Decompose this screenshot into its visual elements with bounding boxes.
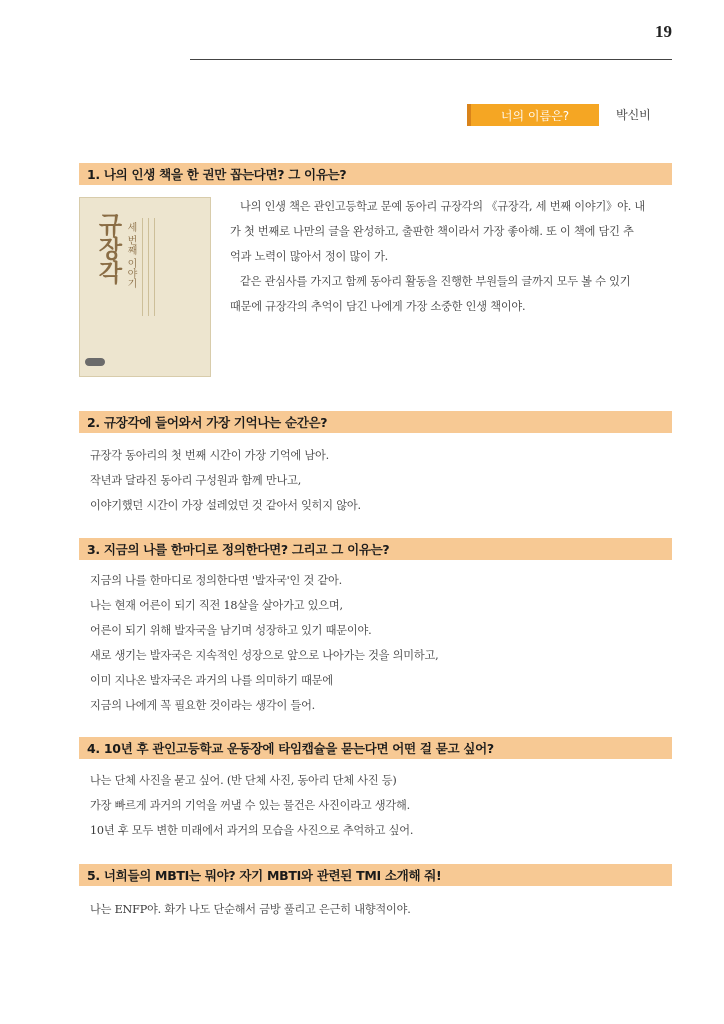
body-line: 억과 노력이 많아서 정이 많이 가. bbox=[230, 250, 389, 263]
book-cover-title: 규장각 bbox=[94, 212, 123, 284]
section-1-body bbox=[230, 194, 680, 319]
section-4-heading: 4. 10년 후 관인고등학교 운동장에 타임캡슐을 묻는다면 어떤 걸 묻고 싶어? bbox=[79, 737, 672, 759]
header-rule bbox=[190, 59, 672, 60]
body-line: 지금의 나에게 꼭 필요한 것이라는 생각이 들어. bbox=[90, 699, 316, 712]
body-line: 나는 ENFP야. 화가 나도 단순해서 금방 풀리고 은근히 내향적이야. bbox=[90, 903, 411, 916]
section-2-body bbox=[90, 443, 670, 518]
section-3-heading: 3. 지금의 나를 한마디로 정의한다면? 그리고 그 이유는? bbox=[79, 538, 672, 560]
section-5-body bbox=[90, 897, 670, 922]
body-line: 때문에 규장각의 추억이 담긴 나에게 가장 소중한 인생 책이야. bbox=[230, 300, 526, 313]
book-cover-line bbox=[148, 218, 149, 316]
page-number: 19 bbox=[655, 22, 672, 41]
body-line: 나는 단체 사진을 묻고 싶어. (반 단체 사진, 동아리 단체 사진 등) bbox=[90, 774, 397, 787]
body-line: 나의 인생 책은 관인고등학교 문예 동아리 규장각의 《규장각, 세 번째 이야기》야. 내 bbox=[240, 200, 646, 213]
author-name: 박신비 bbox=[616, 108, 651, 122]
body-line: 이미 지나온 발자국은 과거의 나를 의미하기 때문에 bbox=[90, 674, 333, 687]
body-line: 가 첫 번째로 나만의 글을 완성하고, 출판한 책이라서 가장 좋아해. 또 이 책에 담긴 추 bbox=[230, 225, 634, 238]
body-line: 가장 빠르게 과거의 기억을 꺼낼 수 있는 물건은 사진이라고 생각해. bbox=[90, 799, 410, 812]
section-3-body bbox=[90, 568, 670, 718]
section-5-heading: 5. 너희들의 MBTI는 뭐야? 자기 MBTI와 관련된 TMI 소개해 줘! bbox=[79, 864, 672, 886]
book-cover-image bbox=[79, 197, 211, 377]
section-1-heading: 1. 나의 인생 책을 한 권만 꼽는다면? 그 이유는? bbox=[79, 163, 672, 185]
body-line: 10년 후 모두 변한 미래에서 과거의 모습을 사진으로 추억하고 싶어. bbox=[90, 824, 414, 837]
body-line: 같은 관심사를 가지고 함께 동아리 활동을 진행한 부원들의 글까지 모두 볼 수 있기 bbox=[240, 275, 631, 288]
book-cover-line bbox=[154, 218, 155, 316]
body-line: 새로 생기는 발자국은 지속적인 성장으로 앞으로 나아가는 것을 의미하고, bbox=[90, 649, 439, 662]
book-cover-subtitle: 세 번째 이야기 bbox=[125, 222, 136, 289]
body-line: 나는 현재 어른이 되기 직전 18살을 살아가고 있으며, bbox=[90, 599, 343, 612]
body-line: 지금의 나를 한마디로 정의한다면 '발자국'인 것 같아. bbox=[90, 574, 342, 587]
title-badge: 너의 이름은? bbox=[467, 104, 599, 126]
book-cover-line bbox=[142, 218, 143, 316]
body-line: 규장각 동아리의 첫 번째 시간이 가장 기억에 남아. bbox=[90, 449, 329, 462]
body-line: 이야기했던 시간이 가장 설레었던 것 같아서 잊히지 않아. bbox=[90, 499, 361, 512]
section-2-heading: 2. 규장각에 들어와서 가장 기억나는 순간은? bbox=[79, 411, 672, 433]
body-line: 작년과 달라진 동아리 구성원과 함께 만나고, bbox=[90, 474, 302, 487]
section-4-body bbox=[90, 768, 670, 843]
publisher-logo bbox=[85, 358, 105, 366]
body-line: 어른이 되기 위해 발자국을 남기며 성장하고 있기 때문이야. bbox=[90, 624, 372, 637]
